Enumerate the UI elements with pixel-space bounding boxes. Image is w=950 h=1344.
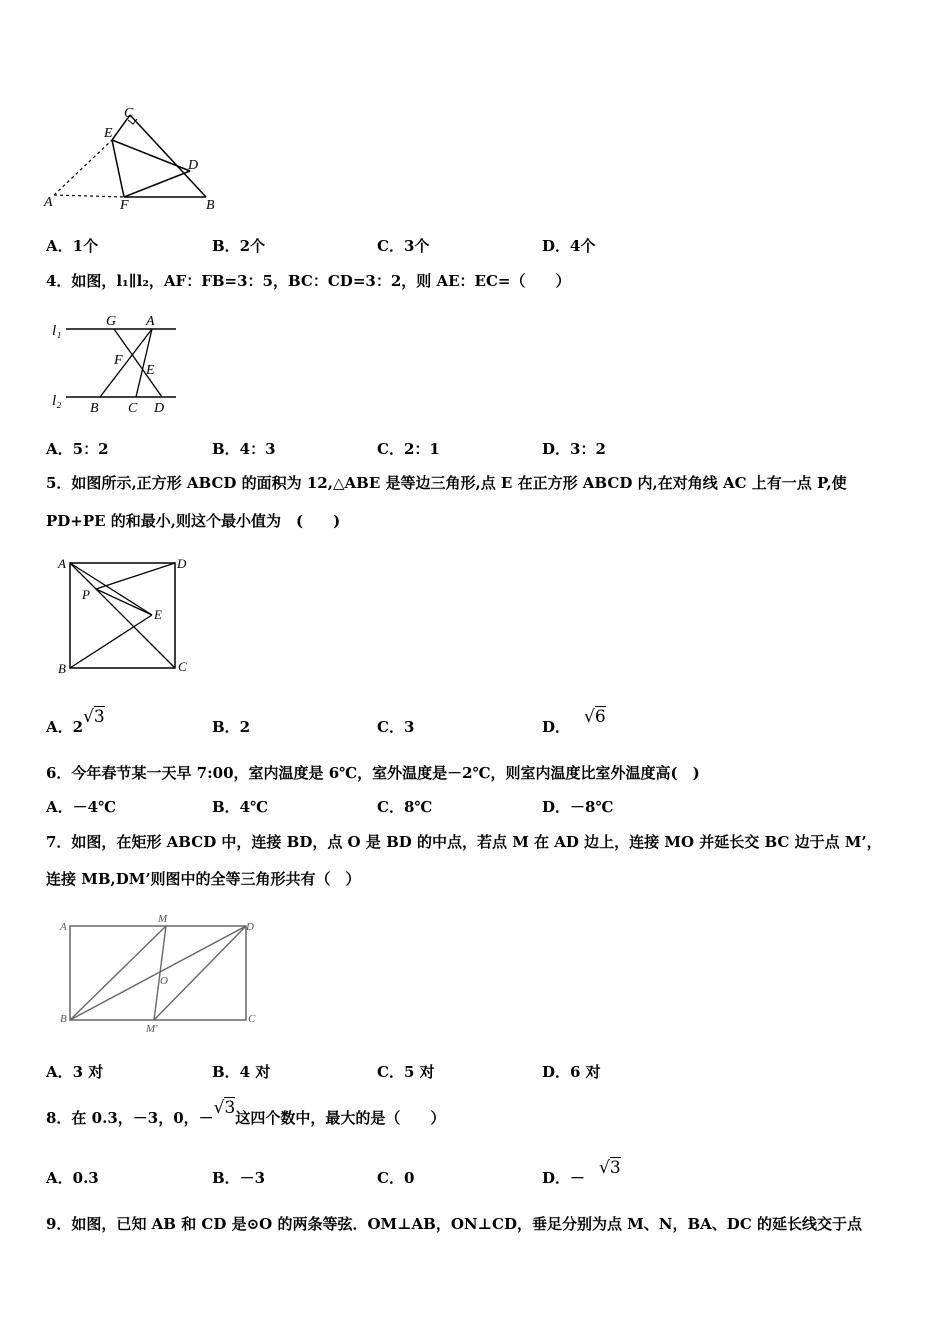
- q4-label-e: E: [146, 363, 155, 378]
- q8-text: [46, 1098, 446, 1128]
- q7-label-o: O: [160, 975, 168, 987]
- q3-option-d: D．4个: [542, 237, 596, 255]
- q7-line2: 连接 MB,DM’则图中的全等三角形共有（ ）: [46, 870, 361, 888]
- q4-label-a: A: [146, 314, 155, 329]
- q4-label-c: C: [128, 401, 138, 416]
- sqrt-icon: √: [83, 707, 94, 727]
- q5-label-b: B: [58, 661, 66, 676]
- q5-option-a-radicand: 3: [93, 707, 105, 727]
- q4-label-b: B: [90, 401, 99, 416]
- q5-option-d-prefix: D．: [542, 718, 571, 736]
- q7-label-b: B: [60, 1013, 67, 1025]
- q6-option-c: C．8℃: [377, 798, 433, 816]
- q4-label-g: G: [106, 314, 117, 329]
- q4-label-d: D: [154, 401, 165, 416]
- fig3-label-b: B: [206, 198, 215, 213]
- q4-label-f: F: [114, 353, 123, 368]
- q5-label-d: D: [177, 556, 187, 571]
- fig3-label-e: E: [104, 126, 113, 141]
- q8-option-c: C．0: [377, 1169, 415, 1187]
- q7-label-c: C: [248, 1013, 256, 1025]
- q8-option-b: B．－3: [212, 1169, 266, 1187]
- sqrt-icon: √: [213, 1098, 225, 1118]
- q6-option-d: D．－8℃: [542, 798, 614, 816]
- q6-option-a: A．－4℃: [46, 798, 117, 816]
- q7-label-m: M: [158, 913, 168, 925]
- q8-option-a: A．0.3: [46, 1169, 99, 1187]
- sqrt-icon: √: [584, 707, 595, 727]
- q8-option-d-prefix: D．－: [542, 1169, 586, 1187]
- q4-option-b: B．4：3: [212, 440, 276, 458]
- q9-text: 9．如图，已知 AB 和 CD 是⊙O 的两条等弦．OM⊥AB，ON⊥CD，垂足分别为点 M、N，BA、DC 的延长线交于点: [46, 1215, 862, 1233]
- fig3-label-a: A: [44, 195, 53, 210]
- q7-figure: [56, 908, 266, 1034]
- q5-figure: [52, 553, 202, 678]
- fig3-label-f: F: [120, 198, 129, 213]
- q7-line1: 7．如图，在矩形 ABCD 中，连接 BD，点 O 是 BD 的中点，若点 M 在 AD 边上，连接 MO 并延长交 BC 边于点 M’，: [46, 833, 882, 851]
- q5-option-a: [46, 707, 105, 737]
- q5-option-c: C．3: [377, 718, 415, 736]
- q3-figure: [40, 105, 230, 215]
- q4-option-a: A．5：2: [46, 440, 109, 458]
- q5-option-b: B．2: [212, 718, 251, 736]
- q7-option-d: D．6 对: [542, 1063, 601, 1081]
- q5-option-d-radicand: 6: [594, 707, 606, 727]
- q4-option-c: C．2：1: [377, 440, 440, 458]
- q3-option-b: B．2个: [212, 237, 266, 255]
- q7-label-mp: M': [146, 1023, 158, 1034]
- q5-line1: 5．如图所示,正方形 ABCD 的面积为 12,△ABE 是等边三角形,点 E 在正方形 ABCD 内,在对角线 AC 上有一点 P,使: [46, 474, 847, 492]
- q7-option-c: C．5 对: [377, 1063, 435, 1081]
- q7-label-a: A: [60, 921, 67, 933]
- q5-label-a: A: [58, 556, 66, 571]
- q7-label-d: D: [246, 921, 254, 933]
- q5-option-d: [542, 707, 606, 737]
- q5-label-e: E: [154, 607, 162, 622]
- q8-radicand: 3: [224, 1098, 236, 1118]
- q3-option-a: A．1个: [46, 237, 99, 255]
- q4-option-d: D．3：2: [542, 440, 606, 458]
- fig3-label-d: D: [188, 158, 199, 173]
- q3-option-c: C．3个: [377, 237, 430, 255]
- q8-prefix: 8．在 0.3，－3，0，－: [46, 1109, 214, 1127]
- q5-option-a-prefix: A．2: [46, 718, 84, 736]
- q4-figure: [44, 308, 184, 418]
- q5-label-p: P: [82, 587, 90, 602]
- fig3-label-c: C: [124, 106, 134, 121]
- q4-label-l1: l₁: [52, 323, 62, 339]
- q7-option-a: A．3 对: [46, 1063, 104, 1081]
- q8-option-d-radicand: 3: [609, 1158, 621, 1178]
- sqrt-icon: √: [599, 1158, 610, 1178]
- q5-label-c: C: [178, 659, 187, 674]
- q8-suffix: 这四个数中，最大的是（ ）: [235, 1109, 446, 1127]
- q6-option-b: B．4℃: [212, 798, 269, 816]
- q6-text: 6．今年春节某一天早 7:00，室内温度是 6℃，室外温度是－2℃，则室内温度比室外温度高( ): [46, 764, 700, 782]
- q5-line2: PD+PE 的和最小,则这个最小值为 ( ): [46, 512, 341, 530]
- q8-option-d: [542, 1158, 621, 1188]
- q4-text: 4．如图，l₁∥l₂，AF：FB=3：5，BC：CD=3：2，则 AE：EC=（ ）: [46, 272, 571, 290]
- q7-option-b: B．4 对: [212, 1063, 271, 1081]
- q4-label-l2: l₂: [52, 393, 62, 409]
